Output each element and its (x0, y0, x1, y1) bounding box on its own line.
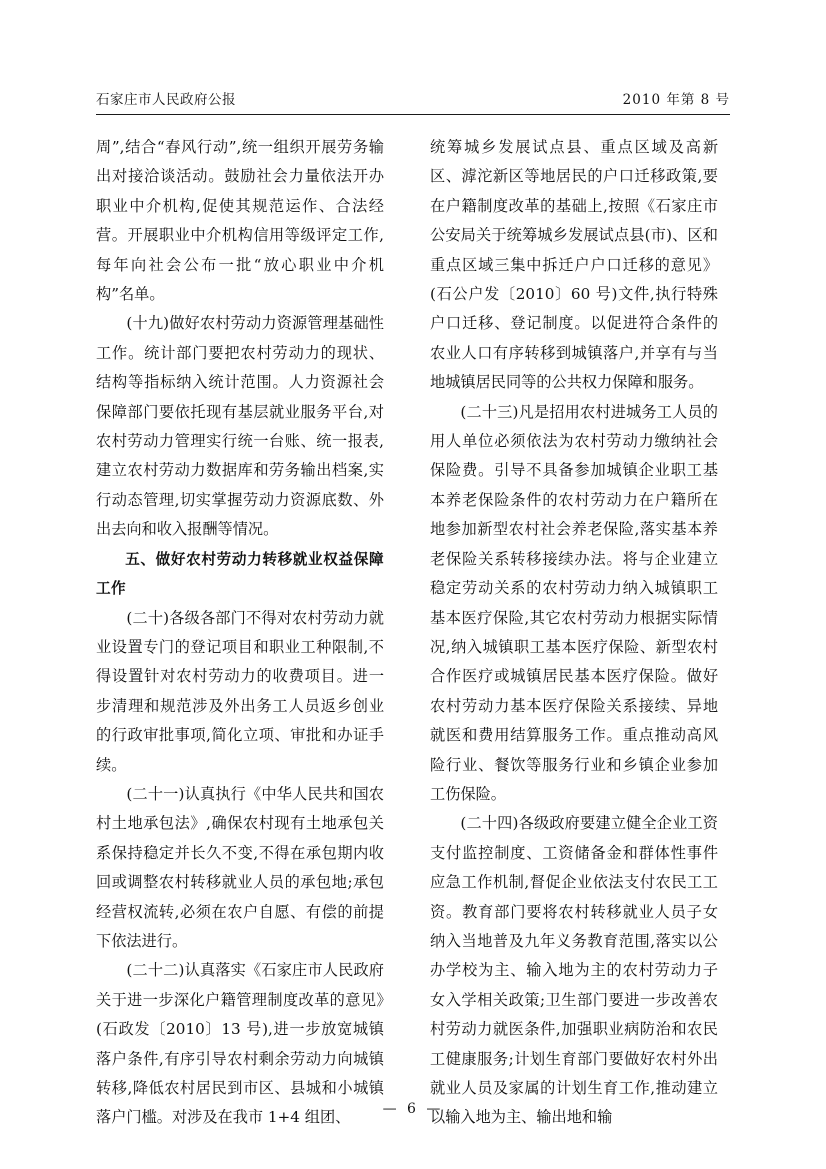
publication-title: 石家庄市人民政府公报 (96, 92, 236, 108)
paragraph: (二十二)认真落实《石家庄市人民政府关于进一步深化户籍管理制度改革的意见》(石政发〔2010〕13 号),进一步放宽城镇落户条件,有序引导农村剩余劳动力向城镇转移,降低农村居民到市区、县城和小城镇落户门槛。对涉及在我市 1+4 组团、 (96, 961, 384, 1127)
two-column-body (96, 133, 730, 1127)
page-footer (0, 1101, 826, 1117)
paragraph: 统筹城乡发展试点县、重点区域及高新区、滹沱新区等地居民的户口迁移政策,要在户籍制度改革的基础上,按照《石家庄市公安局关于统筹城乡发展试点县(市)、区和重点区域三集中拆迁户户口迁移的意见》(石公户发〔2010〕60 号)文件,执行特殊户口迁移、登记制度。以促进符合条件的农业人口有序转移到城镇落户,并享有与当地城镇居民同等的公共权力保障和服务。 (430, 138, 718, 392)
section-heading: 五、做好农村劳动力转移就业权益保障工作 (96, 550, 384, 598)
paragraph: (二十四)各级政府要建立健全企业工资支付监控制度、工资储备金和群体性事件应急工作机制,督促企业依法支付农民工工资。教育部门要将农村转移就业人员子女纳入当地普及九年义务教育范围,落实以公办学校为主、输入地为主的农村劳动力子女入学相关政策;卫生部门要进一步改善农村劳动力就医条件,加强职业病防治和农民工健康服务;计划生育部门要做好农村外出就业人员及家属的计划生育工作,推动建立以输入地为主、输出地和输 (430, 814, 718, 1127)
paragraph: (十九)做好农村劳动力资源管理基础性工作。统计部门要把农村劳动力的现状、结构等指标纳入统计范围。人力资源社会保障部门要依托现有基层就业服务平台,对农村劳动力管理实行统一台账、统一报表,建立农村劳动力数据库和劳务输出档案,实行动态管理,切实掌握劳动力资源底数、外出去向和收入报酬等情况。 (96, 314, 384, 539)
page-number: — 6 — (382, 1101, 444, 1117)
column-right (430, 133, 718, 1127)
paragraph: 周”,结合“春风行动”,统一组织开展劳务输出对接洽谈活动。鼓励社会力量依法开办职业中介机构,促使其规范运作、合法经营。开展职业中介机构信用等级评定工作,每年向社会公布一批“放心职业中介机构”名单。 (96, 138, 384, 304)
paragraph: (二十)各级各部门不得对农村劳动力就业设置专门的登记项目和职业工种限制,不得设置针对农村劳动力的收费项目。进一步清理和规范涉及外出务工人员返乡创业的行政审批事项,简化立项、审批和办证手续。 (96, 608, 384, 774)
column-left (96, 133, 384, 1127)
paragraph: (二十三)凡是招用农村进城务工人员的用人单位必须依法为农村劳动力缴纳社会保险费。引导不具备参加城镇企业职工基本养老保险条件的农村劳动力在户籍所在地参加新型农村社会养老保险,落实基本养老保险关系转移接续办法。将与企业建立稳定劳动关系的农村劳动力纳入城镇职工基本医疗保险,其它农村劳动力根据实际情况,纳入城镇职工基本医疗保险、新型农村合作医疗或城镇居民基本医疗保险。做好农村劳动力基本医疗保险关系接续、异地就医和费用结算服务工作。重点推动高风险行业、餐饮等服务行业和乡镇企业参加工伤保险。 (430, 402, 718, 803)
issue-label: 2010 年第 8 号 (622, 92, 730, 108)
paragraph: (二十一)认真执行《中华人民共和国农村土地承包法》,确保农村现有土地承包关系保持稳定并长久不变,不得在承包期内收回或调整农村转移就业人员的承包地;承包经营权流转,必须在农户自愿、有偿的前提下依法进行。 (96, 784, 384, 950)
page-header (96, 88, 730, 115)
